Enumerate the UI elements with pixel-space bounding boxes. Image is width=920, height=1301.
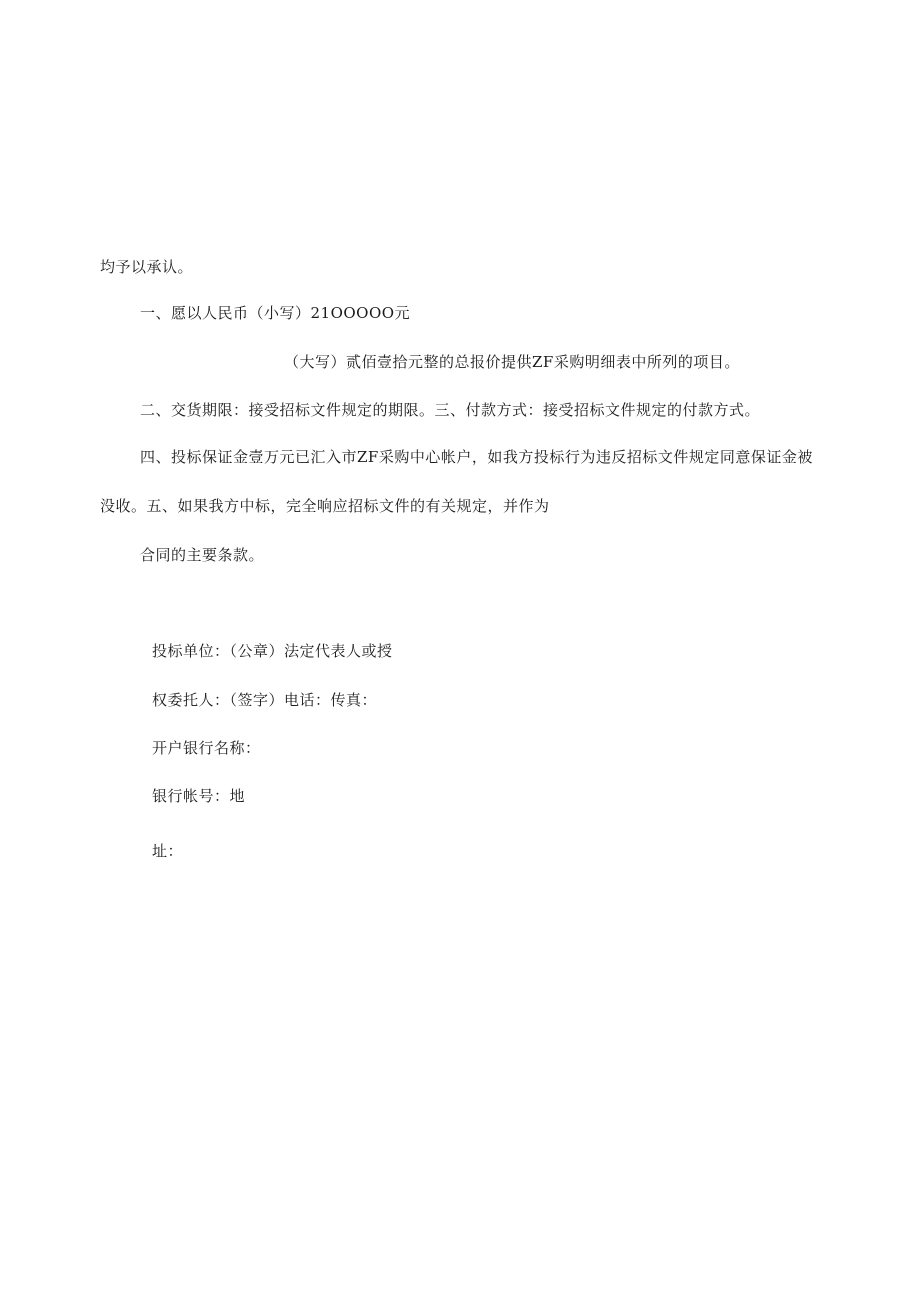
paragraph-contract-terms: 合同的主要条款。 <box>140 546 265 564</box>
paragraph-bid-bond: 四、投标保证金壹万元已汇入市ZF采购中心帐户，如我方投标行为违反招标文件规定同意保证金被 <box>140 448 813 466</box>
bidder-unit-line: 投标单位：（公章）法定代表人或授 <box>152 642 393 660</box>
paragraph-price-lowercase: 一、愿以人民币（小写）21OOOOO元 <box>140 304 411 322</box>
paragraph-delivery-payment: 二、交货期限：接受招标文件规定的期限。三、付款方式：接受招标文件规定的付款方式。 <box>140 401 761 419</box>
paragraph-acknowledgement: 均予以承认。 <box>100 258 194 276</box>
authorized-agent-line: 权委托人：（签字）电话：传真： <box>152 691 378 709</box>
address-line: 址： <box>152 842 184 860</box>
bank-name-line: 开户银行名称： <box>152 739 261 757</box>
paragraph-award: 没收。五、如果我方中标，完全响应招标文件的有关规定，并作为 <box>100 497 550 515</box>
paragraph-price-uppercase: （大写）贰佰壹拾元整的总报价提供ZF采购明细表中所列的项目。 <box>284 353 740 371</box>
bank-account-line: 银行帐号：地 <box>152 787 246 805</box>
